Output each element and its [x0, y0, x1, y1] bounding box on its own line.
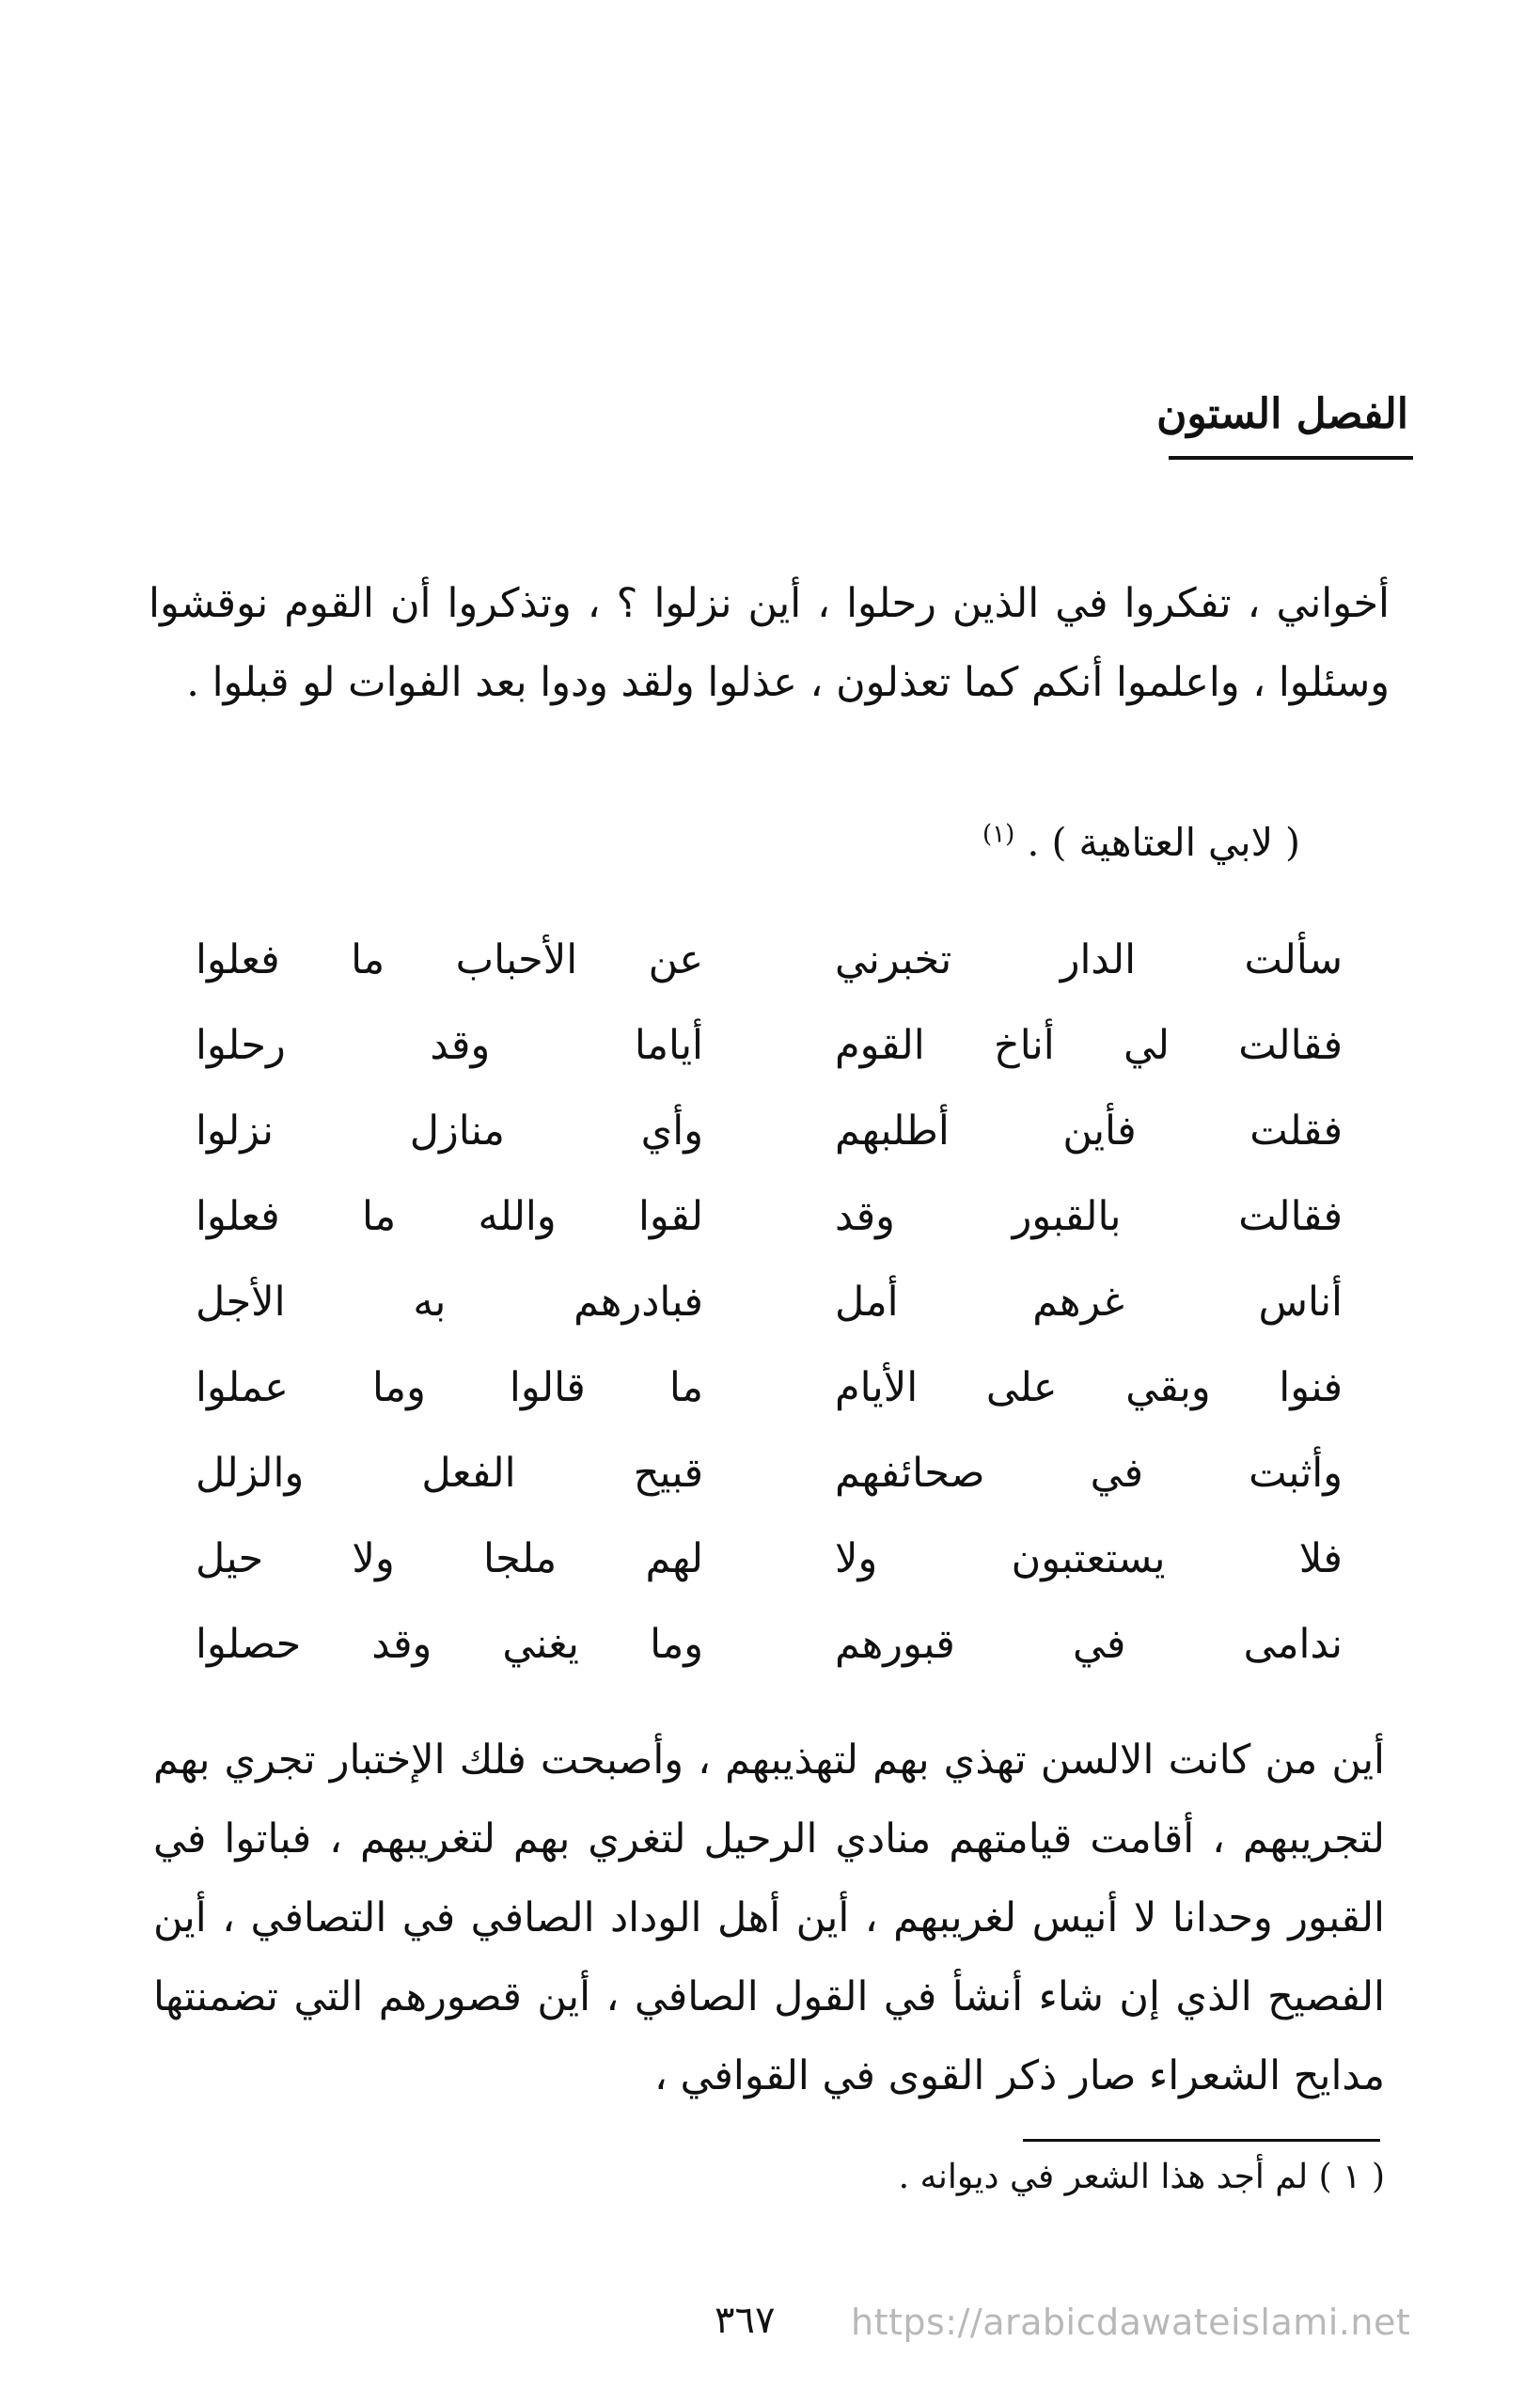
verse	[196, 1430, 1343, 1516]
verse-second-hemistich: لقوا والله ما فعلوا	[196, 1192, 703, 1240]
verse-second-hemistich: أياما وقد رحلوا	[196, 1021, 703, 1069]
verse	[196, 917, 1343, 1002]
verse-first-hemistich: فقالت لي أناخ القوم	[835, 1021, 1343, 1069]
verse	[196, 1344, 1343, 1430]
opening-paragraph: أخواني ، تفكروا في الذين رحلوا ، أين نزلوا ؟ ، وتذكروا أن القوم نوقشوا وسئلوا ، واعلموا أنكم كما تعذلون ، عذلوا ولقد ودوا بعد الفوات لو قبلوا .	[149, 580, 1390, 706]
poem	[196, 917, 1343, 1687]
footnote-reference: (١)	[982, 820, 1015, 849]
verse-second-hemistich: وما يغني وقد حصلوا	[196, 1620, 703, 1668]
verse-first-hemistich: سألت الدار تخبرني	[835, 935, 1343, 983]
verse-first-hemistich: ندامى في قبورهم	[835, 1620, 1343, 1668]
verse-second-hemistich: لهم ملجا ولا حيل	[196, 1534, 703, 1582]
verse	[196, 1088, 1343, 1173]
verse-second-hemistich: قبيح الفعل والزلل	[196, 1449, 703, 1497]
verse-second-hemistich: فبادرهم به الأجل	[196, 1278, 703, 1326]
watermark-url: https://arabicdawateislami.net	[851, 2302, 1411, 2343]
verse-first-hemistich: فلا يستعتبون ولا	[835, 1534, 1343, 1582]
verse	[196, 1259, 1343, 1344]
chapter-title-underline	[1169, 456, 1413, 460]
verse-first-hemistich: فقالت بالقبور وقد	[835, 1192, 1343, 1240]
attribution-text: ( لابي العتاهية ) .	[1027, 820, 1300, 865]
verse-first-hemistich: فقلت فأين أطلبهم	[835, 1107, 1343, 1155]
closing-paragraph: أين من كانت الالسن تهذي بهم لتهذيبهم ، وأصبحت فلك الإختبار تجري بهم لتجريبهم ، أقامت قيامتهم منادي الرحيل لتغري بهم لتغريبهم ، فباتوا في القبور وحدانا لا أنيس لغريبهم ، أين أهل الوداد الصافي في التصافي ، أين الفصيح الذي إن شاء أنشأ في القول الصافي ، أين قصورهم التي تضمنتها مدايح الشعراء صار ذكر القوى في القوافي ،	[153, 1737, 1385, 2099]
verse-second-hemistich: وأي منازل نزلوا	[196, 1107, 703, 1155]
verse-first-hemistich: أناس غرهم أمل	[835, 1278, 1343, 1326]
verse	[196, 1002, 1343, 1088]
chapter-title: الفصل الستون	[1156, 390, 1408, 438]
poem-attribution	[982, 820, 1300, 865]
footnote: ( ١ ) لم أجد هذا الشعر في ديوانه .	[898, 2158, 1385, 2196]
verse	[196, 1516, 1343, 1601]
verse-first-hemistich: وأثبت في صحائفهم	[835, 1449, 1343, 1497]
footnote-separator	[1023, 2139, 1380, 2142]
verse	[196, 1601, 1343, 1687]
verse-second-hemistich: ما قالوا وما عملوا	[196, 1363, 703, 1411]
page-number: ٣٦٧	[715, 2299, 776, 2342]
verse	[196, 1173, 1343, 1259]
verse-first-hemistich: فنوا وبقي على الأيام	[835, 1363, 1343, 1411]
verse-second-hemistich: عن الأحباب ما فعلوا	[196, 935, 703, 983]
